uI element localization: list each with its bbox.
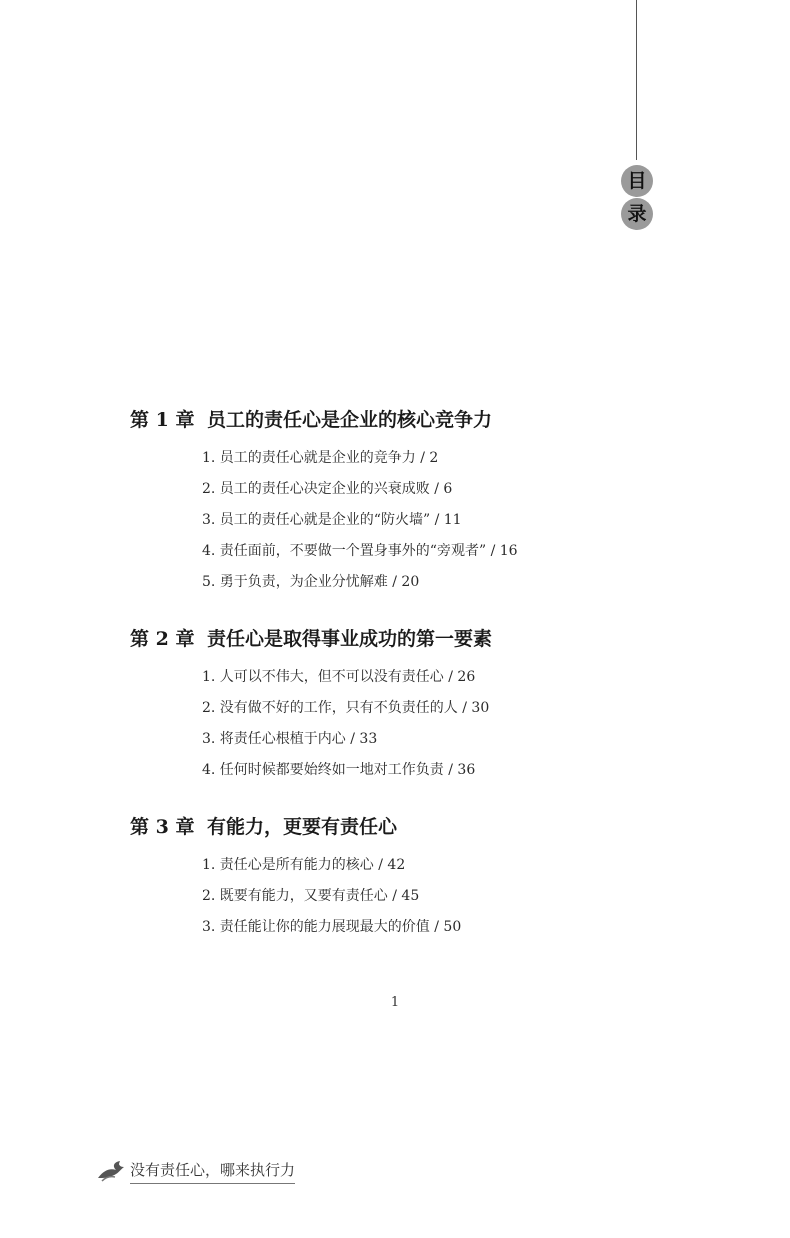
toc-entry[interactable]: 4. 任何时候都要始终如一地对工作负责 / 36 (202, 762, 476, 778)
toc-entry[interactable]: 5. 勇于负责，为企业分忧解难 / 20 (202, 574, 420, 590)
chapter-items (130, 850, 690, 943)
bird-logo-icon (96, 1158, 126, 1184)
toc-entry[interactable]: 4. 责任面前，不要做一个置身事外的“旁观者” / 16 (202, 543, 518, 559)
toc-entry[interactable]: 3. 将责任心根植于内心 / 33 (202, 731, 378, 747)
chapter-items (130, 443, 690, 598)
table-of-contents (130, 405, 690, 969)
chapter-1 (130, 405, 690, 598)
page-number: 1 (390, 995, 400, 1010)
chapter-heading (130, 624, 690, 658)
chapter-number: 第 3 章 (130, 816, 195, 838)
toc-entry[interactable]: 1. 员工的责任心就是企业的竞争力 / 2 (202, 450, 439, 466)
chapter-2 (130, 624, 690, 786)
chapter-title: 员工的责任心是企业的核心竞争力 (207, 409, 493, 431)
chapter-heading (130, 405, 690, 439)
chapter-number: 第 1 章 (130, 409, 195, 431)
chapter-title: 责任心是取得事业成功的第一要素 (207, 628, 493, 650)
chapter-3 (130, 812, 690, 943)
decorative-vertical-line (636, 0, 637, 160)
toc-entry[interactable]: 2. 员工的责任心决定企业的兴衰成败 / 6 (202, 481, 453, 497)
footer-title: 没有责任心，哪来执行力 (130, 1159, 295, 1184)
chapter-items (130, 662, 690, 786)
chapter-heading (130, 812, 690, 846)
toc-entry[interactable]: 1. 责任心是所有能力的核心 / 42 (202, 857, 406, 873)
running-footer (96, 1158, 295, 1184)
heading-char-mu: 目 (621, 165, 653, 197)
toc-entry[interactable]: 1. 人可以不伟大，但不可以没有责任心 / 26 (202, 669, 476, 685)
toc-entry[interactable]: 3. 员工的责任心就是企业的“防火墙” / 11 (202, 512, 462, 528)
heading-char-lu: 录 (621, 198, 653, 230)
toc-entry[interactable]: 2. 没有做不好的工作，只有不负责任的人 / 30 (202, 700, 490, 716)
chapter-number: 第 2 章 (130, 628, 195, 650)
toc-entry[interactable]: 3. 责任能让你的能力展现最大的价值 / 50 (202, 919, 462, 935)
toc-entry[interactable]: 2. 既要有能力，又要有责任心 / 45 (202, 888, 420, 904)
chapter-title: 有能力，更要有责任心 (207, 816, 398, 838)
